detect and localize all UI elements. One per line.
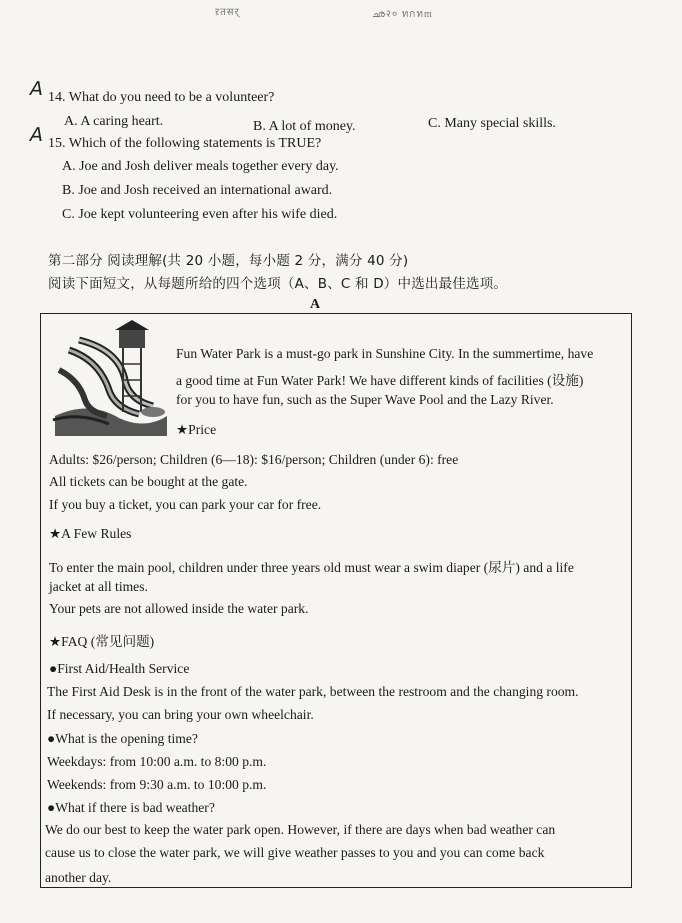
passage-box (40, 313, 632, 888)
option-15-a: A. Joe and Josh deliver meals together every day. (62, 159, 339, 174)
faq-line-3: If necessary, you can bring your own wheelchair. (47, 707, 314, 722)
intro-line-2: a good time at Fun Water Park! We have different kinds of facilities (设施) (176, 373, 584, 388)
rules-line-2: jacket at all times. (49, 579, 148, 594)
faq-line-1: ●First Aid/Health Service (49, 661, 190, 676)
faq-heading: ★FAQ (常见问题) (49, 634, 155, 649)
faq-line-9: cause us to close the water park, we will give weather passes to you and you can come back (45, 845, 545, 860)
intro-line-3: for you to have fun, such as the Super Wave Pool and the Lazy River. (176, 392, 554, 407)
question-stem-14: 14. What do you need to be a volunteer? (48, 90, 275, 105)
faq-line-7: ●What if there is bad weather? (47, 800, 215, 815)
water-slide-illustration-icon (49, 320, 169, 436)
price-line-1: Adults: $26/person; Children (6—18): $16/person; Children (under 6): free (49, 452, 459, 467)
faq-line-6: Weekends: from 9:30 a.m. to 10:00 p.m. (47, 777, 267, 792)
price-heading: ★Price (176, 422, 217, 437)
option-14-a: A. A caring heart. (64, 114, 164, 129)
price-line-3: If you buy a ticket, you can park your car for free. (49, 497, 322, 512)
passage-label: A (310, 297, 321, 312)
section-title: 第二部分 阅读理解(共 20 小题，每小题 2 分，满分 40 分) (48, 253, 409, 269)
rules-line-1: To enter the main pool, children under three years old must wear a swim diaper (尿片) and a life (49, 560, 574, 575)
answer-mark-15: A (27, 124, 46, 146)
rules-line-3: Your pets are not allowed inside the water park. (49, 601, 309, 616)
answer-mark-14: A (27, 78, 46, 100)
intro-line-1: Fun Water Park is a must-go park in Sunshine City. In the summertime, have (176, 346, 594, 361)
header-fragment-right: ഛ२० ทกทm (372, 9, 433, 20)
option-14-b: B. A lot of money. (253, 119, 356, 134)
rules-heading: ★A Few Rules (49, 526, 132, 541)
faq-line-10: another day. (45, 870, 112, 885)
header-fragment-left: ऱतसर् (215, 7, 240, 18)
section-instruction: 阅读下面短文，从每题所给的四个选项（A、B、C 和 D）中选出最佳选项。 (48, 276, 508, 292)
faq-line-5: Weekdays: from 10:00 a.m. to 8:00 p.m. (47, 754, 267, 769)
option-15-b: B. Joe and Josh received an international award. (62, 183, 333, 198)
faq-line-2: The First Aid Desk is in the front of the water park, between the restroom and the changing room. (47, 684, 579, 699)
option-14-c: C. Many special skills. (428, 116, 556, 131)
price-line-2: All tickets can be bought at the gate. (49, 474, 248, 489)
question-stem-15: 15. Which of the following statements is TRUE? (48, 136, 322, 151)
faq-line-8: We do our best to keep the water park open. However, if there are days when bad weather can (45, 822, 556, 837)
faq-line-4: ●What is the opening time? (47, 731, 198, 746)
option-15-c: C. Joe kept volunteering even after his wife died. (62, 207, 338, 222)
